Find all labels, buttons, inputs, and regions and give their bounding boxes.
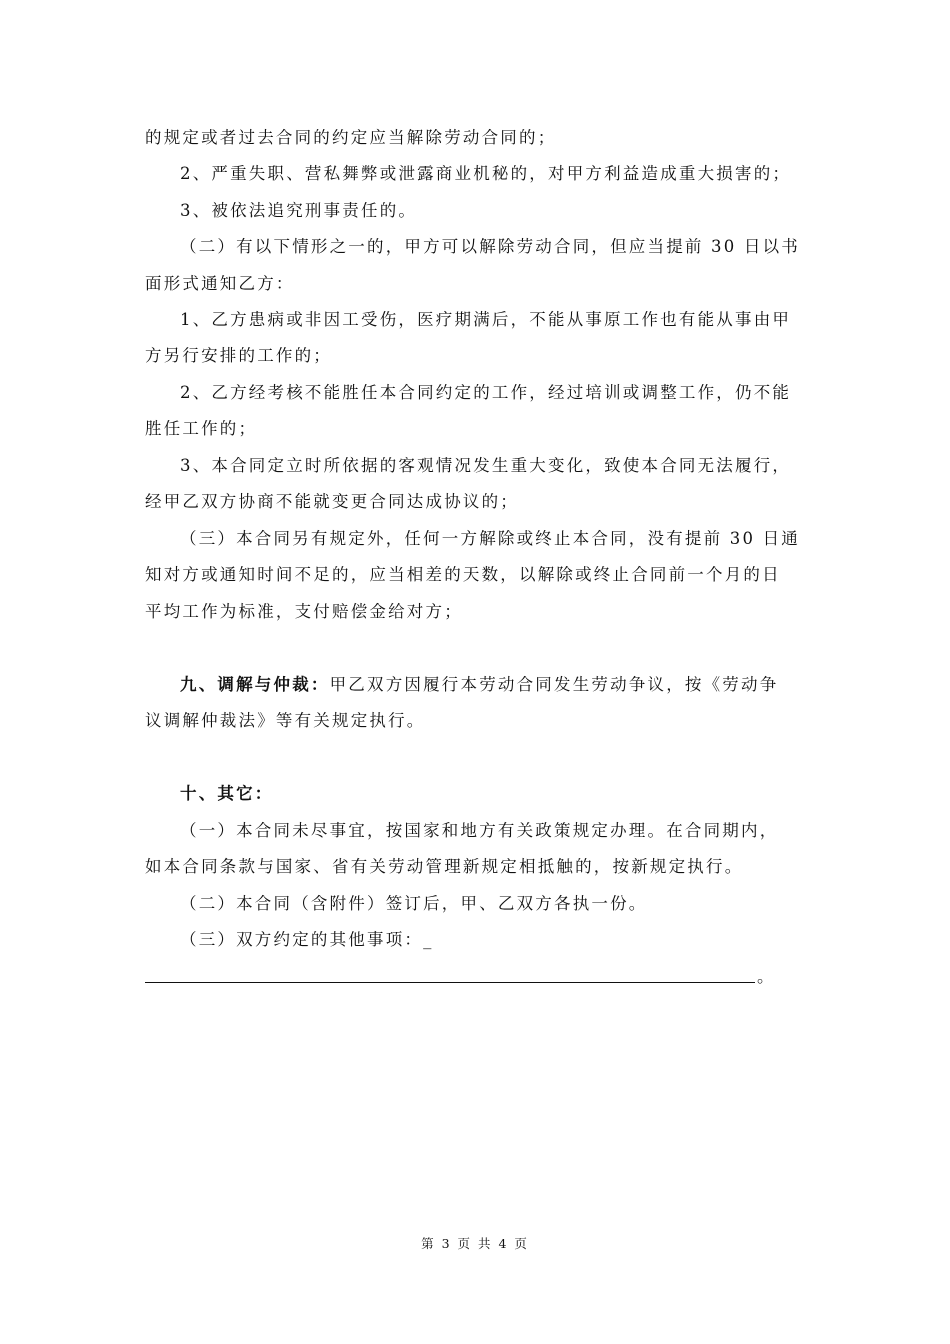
paragraph-line: 面形式通知乙方： <box>145 274 295 293</box>
section-9-text-continued: 议调解仲裁法》等有关规定执行。 <box>145 711 426 730</box>
end-period: 。 <box>757 967 774 986</box>
paragraph-line: 平均工作为标准，支付赔偿金给对方； <box>145 602 463 621</box>
paragraph-line: 3、被依法追究刑事责任的。 <box>180 201 418 220</box>
paragraph-line: 的规定或者过去合同的约定应当解除劳动合同的； <box>145 128 557 147</box>
section-9-paragraph <box>180 674 778 696</box>
paragraph-line: 方另行安排的工作的； <box>145 346 332 365</box>
paragraph-line: 知对方或通知时间不足的，应当相差的天数，以解除或终止合同前一个月的日 <box>145 565 781 584</box>
section-10-line: （二）本合同（含附件）签订后，甲、乙双方各执一份。 <box>180 894 648 913</box>
section-9-heading: 九、调解与仲裁： <box>180 675 330 694</box>
paragraph-line: 胜任工作的； <box>145 419 258 438</box>
paragraph-line: （三）本合同另有规定外，任何一方解除或终止本合同，没有提前 30 日通 <box>180 529 800 548</box>
section-10-line: （三）双方约定的其他事项：_ <box>180 930 434 949</box>
paragraph-line: 2、乙方经考核不能胜任本合同约定的工作，经过培训或调整工作，仍不能 <box>180 383 792 402</box>
section-10-line: （一）本合同未尽事宜，按国家和地方有关政策规定办理。在合同期内， <box>180 821 779 840</box>
paragraph-line: （二）有以下情形之一的，甲方可以解除劳动合同，但应当提前 30 日以书 <box>180 237 800 256</box>
section-10-line: 如本合同条款与国家、省有关劳动管理新规定相抵触的，按新规定执行。 <box>145 857 744 876</box>
page-footer: 第 3 页 共 4 页 <box>421 1236 529 1251</box>
section-9-text: 甲乙双方因履行本劳动合同发生劳动争议，按《劳动争 <box>329 675 779 694</box>
paragraph-line: 3、本合同定立时所依据的客观情况发生重大变化，致使本合同无法履行， <box>180 456 792 475</box>
paragraph-line: 2、严重失职、营私舞弊或泄露商业机秘的，对甲方利益造成重大损害的； <box>180 164 792 183</box>
section-10-heading: 十、其它： <box>180 784 274 803</box>
paragraph-line: 1、乙方患病或非因工受伤，医疗期满后，不能从事原工作也有能从事由甲 <box>180 310 792 329</box>
fill-in-blank-line <box>145 982 755 983</box>
paragraph-line: 经甲乙双方协商不能就变更合同达成协议的； <box>145 492 519 511</box>
